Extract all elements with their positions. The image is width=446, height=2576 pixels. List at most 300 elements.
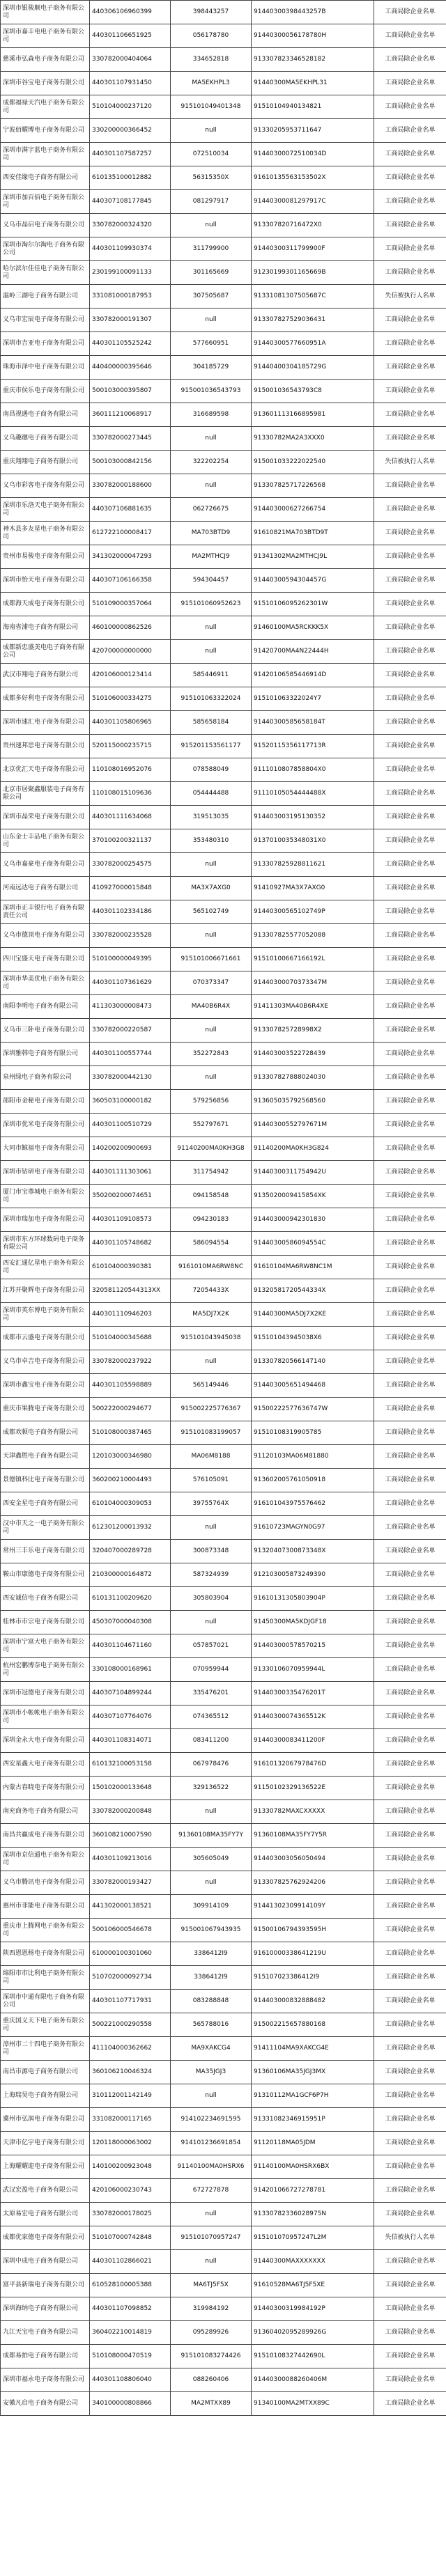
list-type-cell: 工商局除企业名单 (374, 2132, 446, 2155)
registration-number-cell: 510108000470519 (90, 2345, 171, 2368)
list-type-cell: 工商局除企业名单 (374, 1019, 446, 1043)
table-row (1, 1019, 446, 1043)
company-name-cell: 义乌市德顶电子商务有限公司 (1, 924, 90, 948)
organization-code-cell: 585658184 (171, 711, 252, 735)
table-row (1, 403, 446, 427)
organization-code-cell: 565102749 (171, 900, 252, 924)
table-row (1, 2179, 446, 2203)
registration-number-cell: 440301107361629 (90, 971, 171, 995)
list-type-cell: 工商局除企业名单 (374, 2345, 446, 2368)
table-row (1, 1777, 446, 1800)
table-row (1, 1161, 446, 1185)
credit-code-cell: 914403000627266754 (252, 498, 374, 522)
list-type-cell: 失信被执行人名单 (374, 451, 446, 474)
organization-code-cell: 914102234691595 (171, 2108, 252, 2132)
table-row (1, 1208, 446, 1232)
credit-code-cell: 9137010035348031X0 (252, 829, 374, 853)
company-name-cell: 常州三丰乐电子商务有限公司 (1, 1540, 90, 1563)
credit-code-cell: 91140200MA0KH3G824 (252, 1137, 374, 1161)
organization-code-cell: 915101049401348 (171, 95, 252, 119)
table-row (1, 190, 446, 214)
company-name-cell: 厦门市宝尊城电子商务有限公司 (1, 1185, 90, 1208)
credit-code-cell: 913602005761050918 (252, 1469, 374, 1492)
registration-number-cell: 440301107587257 (90, 143, 171, 166)
table-row (1, 72, 446, 95)
list-type-cell: 工商局除企业名单 (374, 1919, 446, 1942)
list-type-cell: 工商局除企业名单 (374, 829, 446, 853)
company-name-cell: 深圳市华美优电子商务有限公司 (1, 971, 90, 995)
credit-code-cell: 91440400304185729G (252, 356, 374, 380)
company-name-cell: 深圳市小帐帐电子商务有限公司 (1, 1705, 90, 1729)
company-name-cell: 深圳市英东博电子商务有限公司 (1, 1303, 90, 1327)
registration-number-cell: 610135100012882 (90, 166, 171, 190)
registration-number-cell: 440301107098852 (90, 2297, 171, 2321)
table-row (1, 1421, 446, 1445)
credit-code-cell: 91120103MA06M81880 (252, 1445, 374, 1469)
company-name-cell: 桂林市市宗电子商务有限公司 (1, 1611, 90, 1634)
organization-code-cell: 322202254 (171, 451, 252, 474)
registration-number-cell: 520115000235715 (90, 735, 171, 758)
registration-number-cell: 610000100301060 (90, 1942, 171, 1966)
company-name-cell: 哈尔滨尔佳佳电子商务有限公司 (1, 261, 90, 285)
organization-code-cell: 565788016 (171, 2013, 252, 2037)
company-name-cell: 深圳市中通有限电子商务有限公司 (1, 1990, 90, 2013)
registration-number-cell: 140100200923048 (90, 2155, 171, 2179)
credit-code-cell: 91450300MA5KDJGF18 (252, 1611, 374, 1634)
company-name-cell: 深圳市京信通电子商务有限公司 (1, 1848, 90, 1871)
registration-number-cell: 330782000273445 (90, 427, 171, 451)
credit-code-cell: 91441302309914109Y (252, 1895, 374, 1919)
list-type-cell: 工商局除企业名单 (374, 1303, 446, 1327)
company-name-cell: 四川宝盛天电子商务有限公司 (1, 948, 90, 971)
list-type-cell: 工商局除企业名单 (374, 474, 446, 498)
company-name-cell: 内蒙古春晓电子商务有限公司 (1, 1777, 90, 1800)
registration-number-cell: 410927000015848 (90, 877, 171, 900)
list-type-cell: 工商局除企业名单 (374, 95, 446, 119)
table-row (1, 995, 446, 1019)
table-row (1, 2392, 446, 2416)
table-row (1, 356, 446, 380)
registration-number-cell: 330782000220587 (90, 1019, 171, 1043)
credit-code-cell: 913307827888024030 (252, 1066, 374, 1090)
credit-code-cell: 91410927MA3X7AXG0 (252, 877, 374, 900)
registration-number-cell: 440301110946203 (90, 1303, 171, 1327)
table-row (1, 1256, 446, 1279)
organization-code-cell: 91360108MA35FY7Y (171, 1824, 252, 1848)
table-row (1, 1114, 446, 1137)
registration-number-cell: 110108016952076 (90, 758, 171, 782)
registration-number-cell: 330782000235528 (90, 924, 171, 948)
list-type-cell: 失信被执行人名单 (374, 285, 446, 309)
registration-number-cell: 460100000862526 (90, 616, 171, 640)
registration-number-cell: 330782000324320 (90, 214, 171, 237)
company-name-cell: 义乌市三卧电子商务有限公司 (1, 1019, 90, 1043)
registration-number-cell: 320581120544313XX (90, 1279, 171, 1303)
table-row (1, 2108, 446, 2132)
organization-code-cell: 576105091 (171, 1469, 252, 1492)
list-type-cell: 工商局除企业名单 (374, 1208, 446, 1232)
company-name-cell: 武汉宏盈电子商务有限公司 (1, 2179, 90, 2203)
credit-code-cell: 913307825762924206 (252, 1871, 374, 1895)
list-type-cell: 工商局除企业名单 (374, 1658, 446, 1682)
organization-code-cell: null (171, 1019, 252, 1043)
credit-code-cell: 914403000578570215 (252, 1634, 374, 1658)
registration-number-cell: 610104000309053 (90, 1492, 171, 1516)
credit-code-cell: 91510108327442690L (252, 2345, 374, 2368)
list-type-cell: 工商局除企业名单 (374, 48, 446, 72)
list-type-cell: 工商局除企业名单 (374, 782, 446, 806)
organization-code-cell: 074365512 (171, 1705, 252, 1729)
credit-code-cell: 91411303MA40B6R4XE (252, 995, 374, 1019)
organization-code-cell: MA2MTXX89 (171, 2392, 252, 2416)
credit-code-cell: 91330205953711647 (252, 119, 374, 143)
registration-number-cell: 370100200321137 (90, 829, 171, 853)
table-row (1, 1942, 446, 1966)
list-type-cell: 工商局除企业名单 (374, 498, 446, 522)
list-type-cell: 工商局除企业名单 (374, 1445, 446, 1469)
table-row (1, 1753, 446, 1777)
credit-code-cell: 913307820716472X0 (252, 214, 374, 237)
credit-code-cell: 91610135563153502X (252, 166, 374, 190)
list-type-cell: 工商局除企业名单 (374, 2013, 446, 2037)
credit-code-cell: 913307825728998X2 (252, 1019, 374, 1043)
company-name-cell: 上海耀耀迎电子商务有限公司 (1, 2155, 90, 2179)
registration-number-cell: 360402210014819 (90, 2321, 171, 2345)
registration-number-cell: 330782000404064 (90, 48, 171, 72)
registration-number-cell: 612301200013932 (90, 1516, 171, 1540)
table-row (1, 119, 446, 143)
company-name-cell: 深圳市福永电子商务有限公司 (1, 2368, 90, 2392)
company-name-cell: 成都福禄天汽电子商务有限公司 (1, 95, 90, 119)
organization-code-cell: MA35JGJ3 (171, 2061, 252, 2084)
table-row (1, 2368, 446, 2392)
table-row (1, 451, 446, 474)
credit-code-cell: 913307820566147140 (252, 1350, 374, 1374)
organization-code-cell: MA06M8188 (171, 1445, 252, 1469)
registration-number-cell: 120118000063002 (90, 2132, 171, 2155)
list-type-cell: 工商局除企业名单 (374, 119, 446, 143)
table-row (1, 1848, 446, 1871)
company-name-cell: 贵州市易骏电子商务有限公司 (1, 545, 90, 569)
table-row (1, 664, 446, 687)
credit-code-cell: 91331082346915951P (252, 2108, 374, 2132)
organization-code-cell: 398443257 (171, 1, 252, 24)
registration-number-cell: 440301100510729 (90, 1114, 171, 1137)
organization-code-cell: MA3X7AXG0 (171, 877, 252, 900)
list-type-cell: 工商局除企业名单 (374, 1848, 446, 1871)
table-row (1, 1966, 446, 1990)
credit-code-cell: 91440300070373347M (252, 971, 374, 995)
list-type-cell: 工商局除企业名单 (374, 664, 446, 687)
company-name-cell: 成都新忠盛美电电子商务有限公司 (1, 640, 90, 664)
organization-code-cell: 305803904 (171, 1587, 252, 1611)
credit-code-cell: 915101043945038X6 (252, 1327, 374, 1350)
organization-code-cell: 915101083274426 (171, 2345, 252, 2368)
list-type-cell: 工商局除企业名单 (374, 877, 446, 900)
table-row (1, 2084, 446, 2108)
credit-code-cell: 91330782336028975N (252, 2203, 374, 2226)
registration-number-cell: 330782000200848 (90, 1800, 171, 1824)
credit-code-cell: 91420700MA4N22444H (252, 640, 374, 664)
organization-code-cell: 585446911 (171, 664, 252, 687)
list-type-cell: 工商局除企业名单 (374, 72, 446, 95)
table-row (1, 2297, 446, 2321)
company-name-cell: 深圳金永大电子商务有限公司 (1, 1729, 90, 1753)
table-row (1, 1540, 446, 1563)
table-row (1, 2132, 446, 2155)
registration-number-cell: 500221000290558 (90, 2013, 171, 2037)
organization-code-cell: 56315350X (171, 166, 252, 190)
registration-number-cell: 510104000345688 (90, 1327, 171, 1350)
credit-code-cell: 91411104MA9XAKCG4E (252, 2037, 374, 2061)
list-type-cell: 工商局除企业名单 (374, 2368, 446, 2392)
company-name-cell: 绵阳市市比利电子商务有限公司 (1, 1966, 90, 1990)
credit-code-cell: 91610723MAGYN0G97 (252, 1516, 374, 1540)
list-type-cell: 工商局除企业名单 (374, 1398, 446, 1421)
company-name-cell: 西安星鑫大电子商务有限公司 (1, 1753, 90, 1777)
organization-code-cell: 088260406 (171, 2368, 252, 2392)
table-row (1, 1469, 446, 1492)
organization-code-cell: MA9XAKCG4 (171, 2037, 252, 2061)
registration-number-cell: 440301109108573 (90, 1208, 171, 1232)
company-name-cell: 义乌市腾讯电子商务有限公司 (1, 1871, 90, 1895)
credit-code-cell: 91440300586094554C (252, 1232, 374, 1256)
company-name-cell: 深圳市晶荣电子商务有限公司 (1, 806, 90, 829)
table-row (1, 2155, 446, 2179)
table-row (1, 1327, 446, 1350)
organization-code-cell: 301165669 (171, 261, 252, 285)
company-name-cell: 山东金士丰品电子商务有限公司 (1, 829, 90, 853)
table-row (1, 1895, 446, 1919)
company-name-cell: 义乌市晶启电子商务有限公司 (1, 214, 90, 237)
organization-code-cell: 078588049 (171, 758, 252, 782)
table-row (1, 2250, 446, 2274)
company-name-cell: 安徽凡启电子商务有限公司 (1, 2392, 90, 2416)
credit-code-cell: 915002215657880168 (252, 2013, 374, 2037)
credit-code-cell: 91440300088260406M (252, 2368, 374, 2392)
credit-code-cell: 91440300311754942U (252, 1161, 374, 1185)
registration-number-cell: 330782000178025 (90, 2203, 171, 2226)
list-type-cell: 工商局除企业名单 (374, 687, 446, 711)
table-row (1, 711, 446, 735)
organization-code-cell: 352272843 (171, 1043, 252, 1066)
company-name-cell: 义乌市宏辰电子商务有限公司 (1, 309, 90, 332)
list-type-cell: 工商局除企业名单 (374, 1753, 446, 1777)
table-row (1, 640, 446, 664)
organization-code-cell: 915001067943935 (171, 1919, 252, 1942)
list-type-cell: 工商局除企业名单 (374, 403, 446, 427)
list-type-cell: 工商局除企业名单 (374, 2179, 446, 2203)
company-name-cell: 义乌市卓吉电子商务有限公司 (1, 1350, 90, 1374)
list-type-cell: 工商局除企业名单 (374, 1871, 446, 1895)
credit-code-cell: 914403003522728439 (252, 1043, 374, 1066)
list-type-cell: 工商局除企业名单 (374, 853, 446, 877)
registration-number-cell: 500106000546678 (90, 1919, 171, 1942)
organization-code-cell: 329136522 (171, 1777, 252, 1800)
organization-code-cell: null (171, 2203, 252, 2226)
table-row (1, 2061, 446, 2084)
table-row (1, 2037, 446, 2061)
list-type-cell: 工商局除企业名单 (374, 948, 446, 971)
registration-number-cell: 440306106960399 (90, 1, 171, 24)
table-row (1, 545, 446, 569)
registration-number-cell: 330200000366452 (90, 119, 171, 143)
registration-number-cell: 440301102334186 (90, 900, 171, 924)
list-type-cell: 工商局除企业名单 (374, 214, 446, 237)
credit-code-cell: 91440300MA5DJ7X2KE (252, 1303, 374, 1327)
organization-code-cell: MA6TJ5F5X (171, 2274, 252, 2297)
table-row (1, 24, 446, 48)
registration-number-cell: 610528100005388 (90, 2274, 171, 2297)
registration-number-cell: 330782000237922 (90, 1350, 171, 1374)
credit-code-cell: 91330782MAXCXXXXX (252, 1800, 374, 1824)
table-row (1, 1871, 446, 1895)
list-type-cell: 工商局除企业名单 (374, 1634, 446, 1658)
registration-number-cell: 440301107931450 (90, 72, 171, 95)
list-type-cell: 工商局除企业名单 (374, 1777, 446, 1800)
registration-number-cell: 612722100008417 (90, 522, 171, 545)
credit-code-cell: 913307825928811621 (252, 853, 374, 877)
company-name-cell: 重庆市侯乐电子商务有限公司 (1, 380, 90, 403)
registration-number-cell: 440301111303061 (90, 1161, 171, 1185)
credit-code-cell: 91440300398443257B (252, 1, 374, 24)
credit-code-cell: 91510100667166192L (252, 948, 374, 971)
organization-code-cell: 307505687 (171, 285, 252, 309)
credit-code-cell: 91610131305803904P (252, 1587, 374, 1611)
company-name-cell: 漳州市二十四电子商务有限公司 (1, 2037, 90, 2061)
company-name-cell: 大同市鲸福电子商务有限公司 (1, 1137, 90, 1161)
registration-number-cell: 440307107764076 (90, 1705, 171, 1729)
company-name-cell: 深圳市加百佰电子商务有限公司 (1, 190, 90, 214)
organization-code-cell: null (171, 1611, 252, 1634)
table-row (1, 2274, 446, 2297)
table-row (1, 687, 446, 711)
registration-number-cell: 510108000387465 (90, 1421, 171, 1445)
organization-code-cell: 3386412I9 (171, 1966, 252, 1990)
table-row (1, 1824, 446, 1848)
list-type-cell: 工商局除企业名单 (374, 1, 446, 24)
registration-number-cell: 110108015109636 (90, 782, 171, 806)
list-type-cell: 工商局除企业名单 (374, 545, 446, 569)
company-name-cell: 南阳李明电子商务有限公司 (1, 995, 90, 1019)
credit-code-cell: 91230199301165669B (252, 261, 374, 285)
organization-code-cell: MA2MTHCJ9 (171, 545, 252, 569)
organization-code-cell: 062726675 (171, 498, 252, 522)
list-type-cell: 工商局除企业名单 (374, 806, 446, 829)
table-row (1, 332, 446, 356)
company-name-cell: 珠海市泽中电子商务有限公司 (1, 356, 90, 380)
table-row (1, 1563, 446, 1587)
registration-number-cell: 210300000164872 (90, 1563, 171, 1587)
table-row (1, 214, 446, 237)
credit-code-cell: 91420106585446914D (252, 664, 374, 687)
company-name-cell: 泉州绿电子商务有限公司 (1, 1066, 90, 1090)
organization-code-cell: null (171, 853, 252, 877)
registration-number-cell: 350200200074651 (90, 1185, 171, 1208)
company-name-cell: 西安佳缘电子商务有限公司 (1, 166, 90, 190)
credit-code-cell: 91440300552797671M (252, 1114, 374, 1137)
list-type-cell: 工商局除企业名单 (374, 237, 446, 261)
list-type-cell: 工商局除企业名单 (374, 1350, 446, 1374)
list-type-cell: 失信被执行人名单 (374, 2226, 446, 2250)
organization-code-cell: 309914109 (171, 1895, 252, 1919)
registration-number-cell: 360200210004493 (90, 1469, 171, 1492)
table-row (1, 1729, 446, 1753)
list-type-cell: 工商局除企业名单 (374, 1185, 446, 1208)
table-row (1, 1374, 446, 1398)
registration-number-cell: 420106000230743 (90, 2179, 171, 2203)
company-name-cell: 江苏开聚辉电子商务有限公司 (1, 1279, 90, 1303)
list-type-cell: 工商局除企业名单 (374, 2108, 446, 2132)
registration-number-cell: 330108000168961 (90, 1658, 171, 1682)
company-name-cell: 成都欢顿电子商务有限公司 (1, 1421, 90, 1445)
organization-code-cell: null (171, 1350, 252, 1374)
credit-code-cell: 91610000338641219U (252, 1942, 374, 1966)
registration-number-cell: 140200200900693 (90, 1137, 171, 1161)
registration-number-cell: 310112001142149 (90, 2084, 171, 2108)
list-type-cell: 工商局除企业名单 (374, 1895, 446, 1919)
company-name-cell: 深圳市瑞加电子商务有限公司 (1, 1208, 90, 1232)
company-name-cell: 深圳市鑫宝电子商务有限公司 (1, 1374, 90, 1398)
organization-code-cell: 915002225776367 (171, 1398, 252, 1421)
list-type-cell: 工商局除企业名单 (374, 261, 446, 285)
list-type-cell: 工商局除企业名单 (374, 640, 446, 664)
list-type-cell: 工商局除企业名单 (374, 2203, 446, 2226)
credit-code-cell: 91440300MA5EKHPL31 (252, 72, 374, 95)
company-name-cell: 重庆翔翔电子商务有限公司 (1, 451, 90, 474)
organization-code-cell: 3386412I9 (171, 1942, 252, 1966)
registration-number-cell: 360108210007590 (90, 1824, 171, 1848)
registration-number-cell: 341302000047293 (90, 545, 171, 569)
table-row (1, 380, 446, 403)
list-type-cell: 工商局除企业名单 (374, 711, 446, 735)
company-name-cell: 惠州市菲能电子商务有限公司 (1, 1895, 90, 1919)
table-row (1, 616, 446, 640)
organization-code-cell: 094230183 (171, 1208, 252, 1232)
list-type-cell: 工商局除企业名单 (374, 971, 446, 995)
registration-number-cell: 440307106881635 (90, 498, 171, 522)
company-name-cell: 九江天宝电子商务有限公司 (1, 2321, 90, 2345)
organization-code-cell: 300873348 (171, 1540, 252, 1563)
list-type-cell: 工商局除企业名单 (374, 1824, 446, 1848)
organization-code-cell: 915101043945038 (171, 1327, 252, 1350)
company-table-body (1, 1, 446, 2416)
table-row (1, 735, 446, 758)
registration-number-cell: 420106000123414 (90, 664, 171, 687)
company-name-cell: 贵州速邦思电子商务有限公司 (1, 735, 90, 758)
table-row (1, 1611, 446, 1634)
registration-number-cell: 440301111634068 (90, 806, 171, 829)
company-name-cell: 重庆市上腾网电子商务有限公司 (1, 1919, 90, 1942)
organization-code-cell: 39755764X (171, 1492, 252, 1516)
list-type-cell: 工商局除企业名单 (374, 1966, 446, 1990)
company-name-cell: 深圳市乐洛天电子商务有限公司 (1, 498, 90, 522)
company-name-cell: 南昌视遇电子商务有限公司 (1, 403, 90, 427)
registration-number-cell: 230199100091133 (90, 261, 171, 285)
list-type-cell: 工商局除企业名单 (374, 1563, 446, 1587)
registration-number-cell: 440301109930374 (90, 237, 171, 261)
company-name-cell: 重庆市果腾电子商务有限公司 (1, 1398, 90, 1421)
table-row (1, 1587, 446, 1611)
table-row (1, 1492, 446, 1516)
organization-code-cell: 577660951 (171, 332, 252, 356)
company-name-cell: 深圳市淘尔尔淘电子商务有限公司 (1, 237, 90, 261)
organization-code-cell: null (171, 214, 252, 237)
registration-number-cell: 440307104899244 (90, 1682, 171, 1705)
organization-code-cell: 565149446 (171, 1374, 252, 1398)
organization-code-cell: 91140200MA0KH3G8 (171, 1137, 252, 1161)
company-name-cell: 天津鑫胜电子商务有限公司 (1, 1445, 90, 1469)
